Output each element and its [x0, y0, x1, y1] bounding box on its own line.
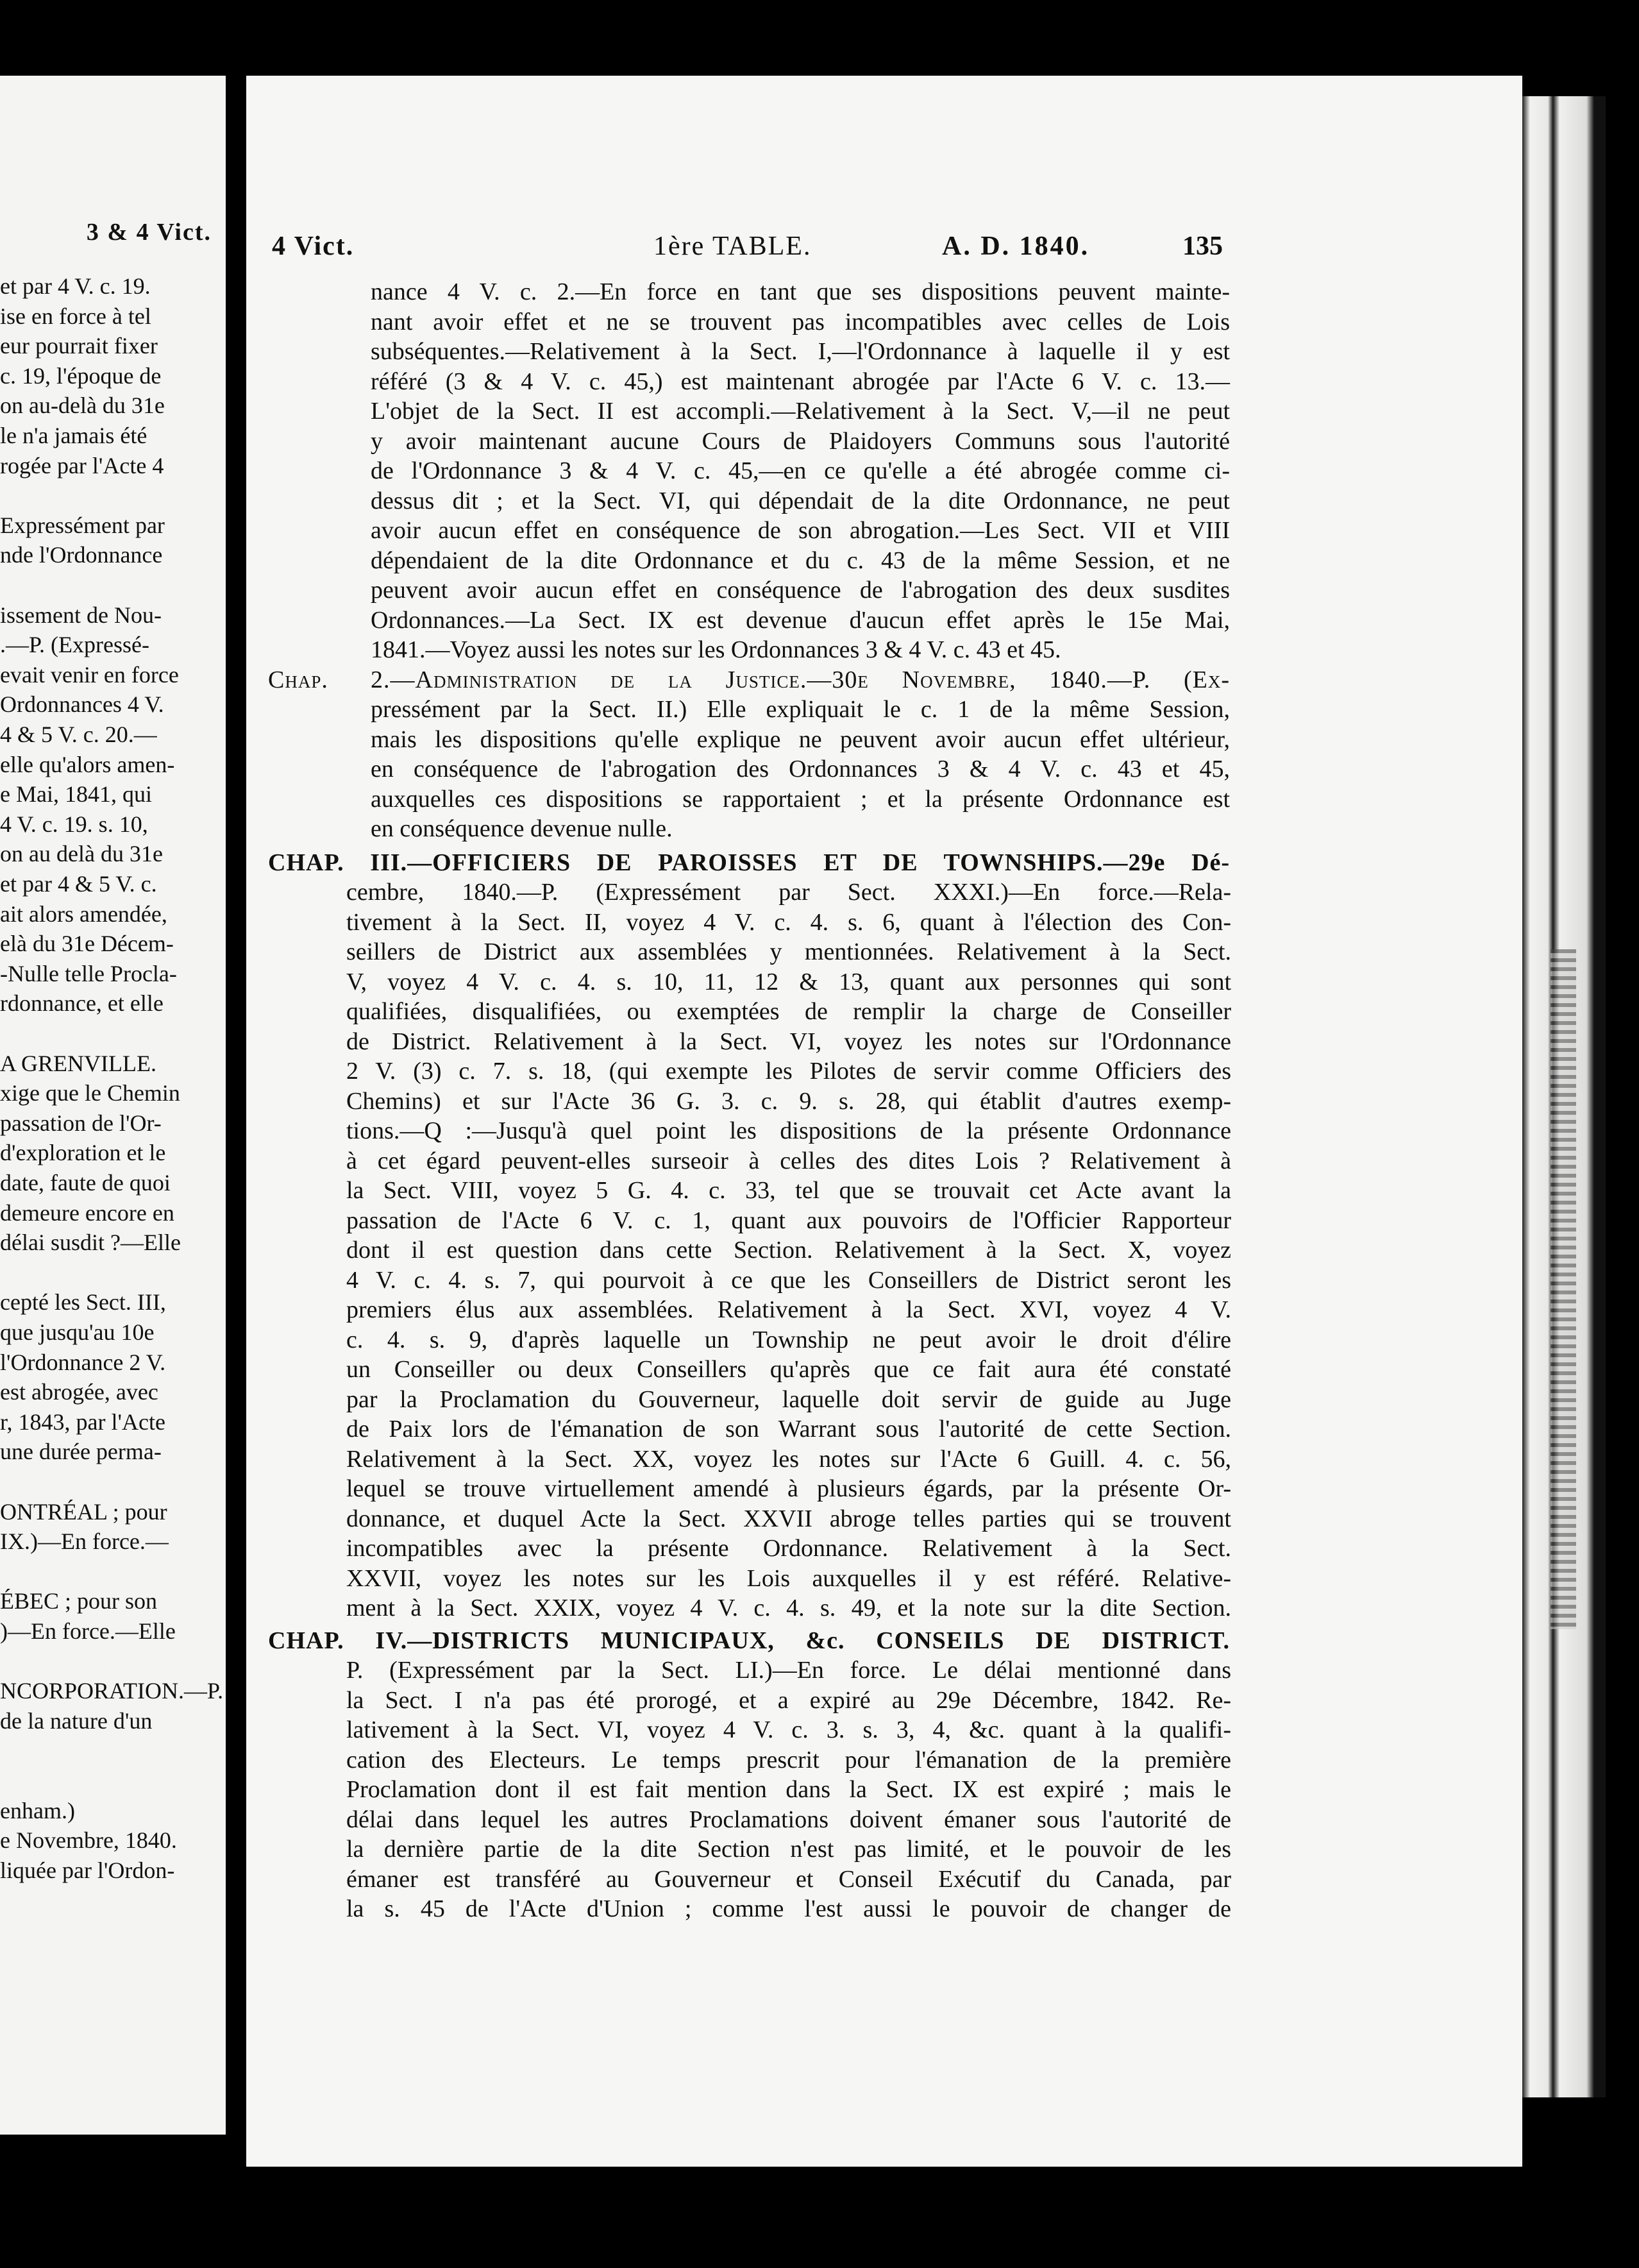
text-line: incompatibles avec la présente Ordonnance. Relativement à la Sect. — [346, 1535, 1231, 1562]
text-line: avoir aucun effet en conséquence de son abrogation.—Les Sect. VII et VIII — [371, 517, 1230, 544]
text-line: 4 V. c. 4. s. 7, qui pourvoit à ce que les Conseillers de District seront les — [346, 1266, 1231, 1294]
left-page-line: A GRENVILLE. — [0, 1050, 156, 1076]
text-line: la Sect. I n'a pas été prorogé, et a expiré au 29e Décembre, 1842. Re- — [346, 1686, 1231, 1714]
left-page-line: nde l'Ordonnance — [0, 542, 163, 568]
text-line: y avoir maintenant aucune Cours de Plaidoyers Communs sous l'autorité — [371, 427, 1230, 455]
left-page-line: liquée par l'Ordon- — [0, 1857, 175, 1883]
left-page-line: issement de Nou- — [0, 602, 162, 628]
left-page-line: on au-delà du 31e — [0, 393, 165, 419]
text-line: de l'Ordonnance 3 & 4 V. c. 45,—en ce qu'elle a été abrogée comme ci- — [371, 457, 1230, 484]
left-page-header: 3 & 4 Vict. — [86, 219, 212, 246]
left-page-line: c. 19, l'époque de — [0, 362, 162, 389]
text-line: P. (Expressément par la Sect. LI.)—En force. Le délai mentionné dans — [346, 1657, 1231, 1684]
text-line: dessus dit ; et la Sect. VI, qui dépendait de la dite Ordonnance, ne peut — [371, 487, 1230, 514]
left-page-line: Expressément par — [0, 512, 165, 538]
text-line: auxquelles ces dispositions se rapportaient ; et la présente Ordonnance est — [371, 785, 1230, 813]
chapter-label: Chap. — [268, 666, 328, 693]
text-line: tions.—Q :—Jusqu'à quel point les dispositions de la présente Ordonnance — [346, 1117, 1231, 1144]
left-page-line: r, 1843, par l'Acte — [0, 1409, 165, 1435]
text-line: la dernière partie de la dite Section n'est pas limité, et le pouvoir de les — [346, 1836, 1231, 1863]
text-line: XXVII, voyez les notes sur les Lois auxquelles il y est référé. Relative- — [346, 1564, 1231, 1592]
text-line: 1841.—Voyez aussi les notes sur les Ordonnances 3 & 4 V. c. 43 et 45. — [371, 636, 1061, 663]
text-line: nance 4 V. c. 2.—En force en tant que ses dispositions peuvent mainte- — [371, 278, 1230, 305]
left-page-line: )—En force.—Elle — [0, 1618, 176, 1644]
text-line: tivement à la Sect. II, voyez 4 V. c. 4. s. 6, quant à l'élection des Con- — [346, 908, 1231, 936]
text-line: cembre, 1840.—P. (Expressément par Sect. XXXI.)—En force.—Rela- — [346, 879, 1231, 906]
text-line: subséquentes.—Relativement à la Sect. I,—l'Ordonnance à laquelle il y est — [371, 338, 1230, 365]
left-page-line: et par 4 V. c. 19. — [0, 273, 151, 299]
text-line: Proclamation dont il est fait mention dans la Sect. IX est expiré ; mais le — [346, 1776, 1231, 1803]
text-line: référé (3 & 4 V. c. 45,) est maintenant abrogée par l'Acte 6 V. c. 13.— — [371, 368, 1230, 395]
text-line: qualifiées, disqualifiées, ou exemptées de remplir la charge de Conseiller — [346, 998, 1231, 1025]
left-page-line: elle qu'alors amen- — [0, 751, 175, 777]
text-line: lativement à la Sect. VI, voyez 4 V. c. 3. s. 3, 4, &c. quant à la qualifi- — [346, 1716, 1231, 1743]
header-vict: 4 Vict. — [272, 232, 355, 261]
left-page-line: que jusqu'au 10e — [0, 1319, 155, 1345]
text-line: à cet égard peuvent-elles surseoir à celles des dites Lois ? Relativement à — [346, 1147, 1231, 1174]
left-page-line: 4 V. c. 19. s. 10, — [0, 811, 148, 837]
left-page-line: enham.) — [0, 1797, 75, 1824]
left-page-line: evait venir en force — [0, 661, 179, 688]
text-line: la s. 45 de l'Acte d'Union ; comme l'est aussi le pouvoir de changer de — [346, 1895, 1231, 1922]
text-line: pressément par la Sect. II.) Elle expliquait le c. 1 de la même Session, — [371, 696, 1230, 723]
text-line: ment à la Sect. XXIX, voyez 4 V. c. 4. s. 49, et la note sur la dite Section. — [346, 1595, 1231, 1621]
left-page-line: e Novembre, 1840. — [0, 1827, 177, 1854]
left-page-line: passation de l'Or- — [0, 1110, 162, 1136]
page-number: 135 — [1182, 232, 1223, 261]
left-page-line: on au delà du 31e — [0, 841, 163, 867]
left-page-line: est abrogée, avec — [0, 1379, 158, 1405]
text-line: donnance, et duquel Acte la Sect. XXVII abroge telles parties qui se trouvent — [346, 1505, 1231, 1532]
chapter-heading: CHAP. IV.—DISTRICTS MUNICIPAUX, &c. CONSEILS DE DISTRICT. — [268, 1627, 1230, 1654]
text-line: un Conseiller ou deux Conseillers qu'après que ce fait aura été constaté — [346, 1356, 1231, 1383]
text-line: Chemins) et sur l'Acte 36 G. 3. c. 9. s. 28, qui établit d'autres exemp- — [346, 1087, 1231, 1115]
text-line: nant avoir effet et ne se trouvent pas incompatibles avec celles de Lois — [371, 308, 1230, 335]
text-line: délai dans lequel les autres Proclamations doivent émaner sous l'autorité de — [346, 1806, 1231, 1833]
left-page-line: eur pourrait fixer — [0, 333, 158, 359]
left-page-line: rdonnance, et elle — [0, 990, 164, 1017]
left-page-line: ise en force à tel — [0, 303, 151, 329]
text-line: cation des Electeurs. Le temps prescrit pour l'émanation de la première — [346, 1746, 1231, 1773]
text-line: de Paix lors de l'émanation de son Warrant sous l'autorité de cette Section. — [346, 1416, 1231, 1443]
text-line: c. 4. s. 9, d'après laquelle un Township ne peut avoir le droit d'élire — [346, 1326, 1231, 1353]
left-page-line: le n'a jamais été — [0, 423, 147, 448]
left-page-line: cepté les Sect. III, — [0, 1289, 166, 1316]
text-line: dépendaient de la dite Ordonnance et du c. 43 de la même Session, et ne — [371, 546, 1230, 574]
chapter-heading: CHAP. III.—OFFICIERS DE PAROISSES ET DE TOWNSHIPS.—29e Dé- — [268, 849, 1230, 876]
left-page-line: Ordonnances 4 V. — [0, 691, 164, 718]
text-line: en conséquence de l'abrogation des Ordonnances 3 & 4 V. c. 43 et 45, — [371, 756, 1230, 783]
left-page-line: xige que le Chemin — [0, 1080, 180, 1106]
left-page-line: de la nature d'un — [0, 1707, 153, 1734]
left-page-line: .—P. (Expressé- — [0, 632, 149, 658]
left-page-line: rogée par l'Acte 4 — [0, 452, 164, 478]
header-year: A. D. 1840. — [942, 232, 1090, 261]
text-line: lequel se trouve virtuellement amendé à plusieurs égards, par la présente Or- — [346, 1475, 1231, 1502]
left-page-line: et par 4 & 5 V. c. — [0, 871, 157, 897]
text-line: passation de l'Acte 6 V. c. 1, quant aux pouvoirs de l'Officier Rapporteur — [346, 1206, 1231, 1234]
text-line: peuvent avoir aucun effet en conséquence de l'abrogation des deux susdites — [371, 577, 1230, 604]
text-line: en conséquence devenue nulle. — [371, 815, 673, 842]
chapter-heading: 2.—Administration de la Justice.—30e Novembre, 1840.—P. (Ex- — [371, 666, 1230, 693]
text-line: Ordonnances.—La Sect. IX est devenue d'aucun effet après le 15e Mai, — [371, 606, 1230, 634]
left-page-line: NCORPORATION.—P. — [0, 1678, 224, 1704]
text-line: de District. Relativement à la Sect. VI, voyez les notes sur l'Ordonnance — [346, 1028, 1231, 1055]
text-line: 2 V. (3) c. 7. s. 18, (qui exempte les Pilotes de servir comme Officiers des — [346, 1058, 1231, 1085]
text-line: la Sect. VIII, voyez 5 G. 4. c. 33, tel que se trouvait cet Acte avant la — [346, 1177, 1231, 1204]
text-line: Relativement à la Sect. XX, voyez les notes sur l'Acte 6 Guill. 4. c. 56, — [346, 1445, 1231, 1473]
left-page-line: ÉBEC ; pour son — [0, 1588, 158, 1614]
left-page-line: une durée perma- — [0, 1439, 162, 1465]
text-line: par la Proclamation du Gouverneur, laquelle doit servir de guide au Juge — [346, 1385, 1231, 1413]
header-table-title: 1ère TABLE. — [653, 232, 812, 261]
text-line: L'objet de la Sect. II est accompli.—Relativement à la Sect. V,—il ne peut — [371, 398, 1230, 425]
text-line: dont il est question dans cette Section. Relativement à la Sect. X, voyez — [346, 1237, 1231, 1264]
left-page-line: e Mai, 1841, qui — [0, 781, 152, 808]
left-page-line: IX.)—En force.— — [0, 1528, 169, 1555]
left-page-line: d'exploration et le — [0, 1140, 166, 1166]
text-line: mais les dispositions qu'elle explique ne peuvent avoir aucun effet ultérieur, — [371, 725, 1230, 753]
left-page-line: -Nulle telle Procla- — [0, 960, 177, 986]
text-line: émaner est transféré au Gouverneur et Conseil Exécutif du Canada, par — [346, 1865, 1231, 1893]
left-page-line: 4 & 5 V. c. 20.— — [0, 722, 157, 747]
left-page-line: elà du 31e Décem- — [0, 931, 174, 957]
left-page-line: délai susdit ?—Elle — [0, 1230, 181, 1256]
text-line: premiers élus aux assemblées. Relativement à la Sect. XVI, voyez 4 V. — [346, 1296, 1231, 1323]
text-line: seillers de District aux assemblées y mentionnées. Relativement à la Sect. — [346, 938, 1231, 965]
left-page-line: ONTRÉAL ; pour — [0, 1498, 167, 1525]
left-page-line: ait alors amendée, — [0, 901, 167, 927]
text-line: V, voyez 4 V. c. 4. s. 10, 11, 12 & 13, quant aux personnes qui sont — [346, 968, 1231, 995]
left-page-line: date, faute de quoi — [0, 1170, 171, 1196]
left-page-line: l'Ordonnance 2 V. — [0, 1349, 166, 1375]
left-page-line: demeure encore en — [0, 1199, 174, 1226]
